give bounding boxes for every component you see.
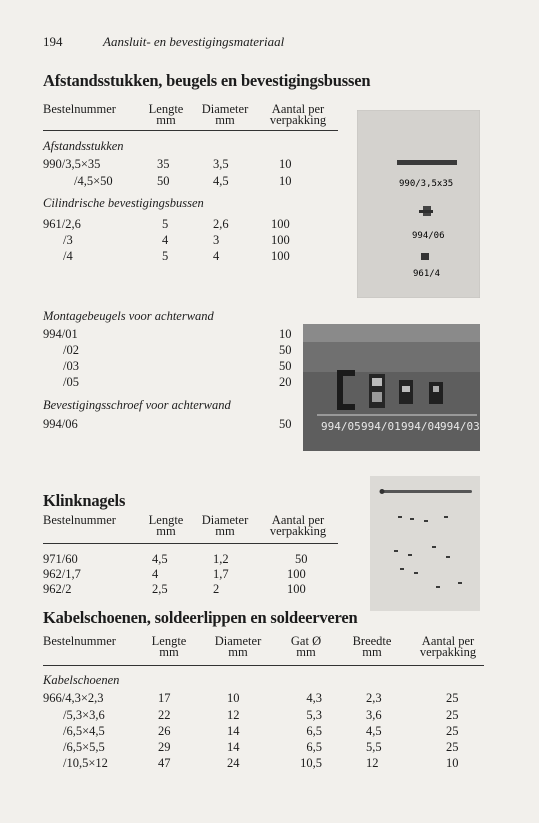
cell-diameter: 14 <box>227 740 240 754</box>
cell-lengte: 5 <box>162 249 169 263</box>
col-aantal-unit: verpakking <box>419 645 477 659</box>
photo-label: 994/06 <box>412 231 445 241</box>
header-rule <box>43 543 338 544</box>
running-title <box>103 34 284 50</box>
col-lengte <box>138 104 194 126</box>
cell-bestelnummer: 994/06 <box>43 417 78 431</box>
cell-bestelnummer: /4 <box>63 249 73 263</box>
cell-aantal: 10 <box>446 756 459 770</box>
cell-gat: 4,3 <box>306 691 322 705</box>
col-lengte-label: Lengte <box>148 513 184 527</box>
cell-aantal: 50 <box>279 359 292 373</box>
col-lengte-label: Lengte <box>148 102 184 116</box>
cell-aantal: 100 <box>287 582 306 596</box>
cell-bestelnummer: 971/60 <box>43 552 78 566</box>
cell-lengte: 22 <box>158 708 171 722</box>
cell-diameter: 10 <box>227 691 240 705</box>
cell-gat: 10,5 <box>300 756 322 770</box>
col-aantal-label: Aantal per <box>271 102 325 116</box>
header-rule <box>43 665 484 666</box>
cell-breedte: 2,3 <box>366 691 382 705</box>
col-breedte <box>346 636 398 658</box>
cell-lengte: 4 <box>162 233 169 247</box>
cell-breedte: 5,5 <box>366 740 382 754</box>
cell-aantal: 50 <box>279 343 292 357</box>
group-label: Montagebeugels voor achterwand <box>43 309 214 323</box>
cell-bestelnummer: /5,3×3,6 <box>63 708 105 722</box>
col-diameter-unit: mm <box>228 645 248 659</box>
cell-lengte: 50 <box>157 174 170 188</box>
photo-label: 990/3,5x35 <box>399 179 454 189</box>
col-lengte-label: Lengte <box>151 634 187 648</box>
col-aantal-label: Aantal per <box>421 634 475 648</box>
col-lengte <box>141 636 197 658</box>
cell-aantal: 10 <box>279 157 292 171</box>
cell-breedte: 12 <box>366 756 379 770</box>
col-bestelnummer: Bestelnummer <box>43 634 116 648</box>
photo-label: 994/04 <box>401 420 441 433</box>
page-number: 194 <box>43 34 63 49</box>
cell-bestelnummer: 994/01 <box>43 327 78 341</box>
photo-label: 994/03 <box>440 420 480 433</box>
cell-breedte: 4,5 <box>366 724 382 738</box>
col-gat-unit: mm <box>296 645 316 659</box>
col-aantal-unit: verpakking <box>269 524 327 538</box>
cell-diameter: 24 <box>227 756 240 770</box>
bracket-shape <box>429 382 443 404</box>
cell-lengte: 4,5 <box>152 552 168 566</box>
col-lengte-unit: mm <box>159 645 179 659</box>
col-diameter-unit: mm <box>215 524 235 538</box>
cell-breedte: 3,6 <box>366 708 382 722</box>
cell-bestelnummer: /05 <box>63 375 79 389</box>
cell-diameter: 1,2 <box>213 552 229 566</box>
cell-bestelnummer: /6,5×4,5 <box>63 724 105 738</box>
bush-part <box>421 253 429 260</box>
cell-aantal: 50 <box>295 552 308 566</box>
col-diameter-unit: mm <box>215 113 235 127</box>
header-rule <box>43 130 338 131</box>
cell-lengte: 35 <box>157 157 170 171</box>
col-diameter-label: Diameter <box>214 634 262 648</box>
col-aantal <box>259 515 337 537</box>
product-photo-spacers <box>357 110 480 298</box>
cell-lengte: 5 <box>162 217 169 231</box>
cell-lengte: 29 <box>158 740 171 754</box>
cell-aantal: 100 <box>271 249 290 263</box>
cell-bestelnummer: /03 <box>63 359 79 373</box>
col-aantal-label: Aantal per <box>271 513 325 527</box>
col-diameter <box>206 636 270 658</box>
cell-aantal: 10 <box>279 327 292 341</box>
col-breedte-label: Breedte <box>352 634 392 648</box>
photo-background <box>370 476 480 611</box>
cell-aantal: 25 <box>446 740 459 754</box>
cell-lengte: 26 <box>158 724 171 738</box>
cell-aantal: 100 <box>287 567 306 581</box>
cell-gat: 5,3 <box>306 708 322 722</box>
section-title-afstandsstukken: Afstandsstukken, beugels en bevestigingsbussen <box>43 71 371 90</box>
cell-diameter: 14 <box>227 724 240 738</box>
group-label: Cilindrische bevestigingsbussen <box>43 196 204 210</box>
group-label: Kabelschoenen <box>43 673 120 687</box>
cell-aantal: 50 <box>279 417 292 431</box>
col-diameter <box>193 515 257 537</box>
product-photo-rivets <box>370 476 480 611</box>
cell-bestelnummer: /4,5×50 <box>74 174 113 188</box>
cell-aantal: 25 <box>446 724 459 738</box>
group-label: Afstandsstukken <box>43 139 124 153</box>
col-gat-label: Gat Ø <box>290 634 322 648</box>
cell-diameter: 1,7 <box>213 567 229 581</box>
col-lengte <box>138 515 194 537</box>
cell-aantal: 10 <box>279 174 292 188</box>
cell-aantal: 20 <box>279 375 292 389</box>
col-aantal <box>259 104 337 126</box>
cell-bestelnummer: 966/4,3×2,3 <box>43 691 104 705</box>
col-gat <box>282 636 330 658</box>
cell-lengte: 17 <box>158 691 171 705</box>
cell-bestelnummer: 990/3,5×35 <box>43 157 101 171</box>
col-diameter-label: Diameter <box>201 102 249 116</box>
col-diameter <box>193 104 257 126</box>
cell-bestelnummer: 961/2,6 <box>43 217 81 231</box>
col-bestelnummer: Bestelnummer <box>43 513 116 527</box>
col-bestelnummer: Bestelnummer <box>43 102 116 116</box>
product-photo-brackets <box>303 324 480 451</box>
cell-lengte: 47 <box>158 756 171 770</box>
cell-aantal: 100 <box>271 233 290 247</box>
cell-diameter: 2 <box>213 582 220 596</box>
cell-bestelnummer: /10,5×12 <box>63 756 108 770</box>
cell-diameter: 4 <box>213 249 220 263</box>
col-breedte-unit: mm <box>362 645 382 659</box>
col-diameter-label: Diameter <box>201 513 249 527</box>
cell-diameter: 3,5 <box>213 157 229 171</box>
cell-bestelnummer: 962/2 <box>43 582 72 596</box>
cell-aantal: 100 <box>271 217 290 231</box>
cell-diameter: 2,6 <box>213 217 229 231</box>
cell-aantal: 25 <box>446 691 459 705</box>
cell-bestelnummer: /3 <box>63 233 73 247</box>
col-aantal <box>410 636 486 658</box>
cell-lengte: 2,5 <box>152 582 168 596</box>
cell-gat: 6,5 <box>306 740 322 754</box>
cell-diameter: 3 <box>213 233 220 247</box>
col-lengte-unit: mm <box>156 524 176 538</box>
bush-part <box>419 210 433 213</box>
cell-lengte: 4 <box>152 567 159 581</box>
col-lengte-unit: mm <box>156 113 176 127</box>
cell-diameter: 12 <box>227 708 240 722</box>
section-title-klinknagels: Klinknagels <box>43 491 126 510</box>
photo-label: 994/05 <box>321 420 361 433</box>
cell-aantal: 25 <box>446 708 459 722</box>
section-title-kabelschoenen: Kabelschoenen, soldeerlippen en soldeerveren <box>43 608 358 627</box>
col-aantal-unit: verpakking <box>269 113 327 127</box>
cell-diameter: 4,5 <box>213 174 229 188</box>
spacer-rod <box>397 160 457 165</box>
photo-label: 961/4 <box>413 269 441 279</box>
cell-bestelnummer: /02 <box>63 343 79 357</box>
photo-label: 994/01 <box>361 420 401 433</box>
rivet-rod <box>382 490 472 493</box>
cell-gat: 6,5 <box>306 724 322 738</box>
cell-bestelnummer: /6,5×5,5 <box>63 740 105 754</box>
cell-bestelnummer: 962/1,7 <box>43 567 81 581</box>
group-label: Bevestigingsschroef voor achterwand <box>43 398 231 412</box>
running-title-text: Aansluit- en bevestigingsmateriaal <box>103 34 285 49</box>
